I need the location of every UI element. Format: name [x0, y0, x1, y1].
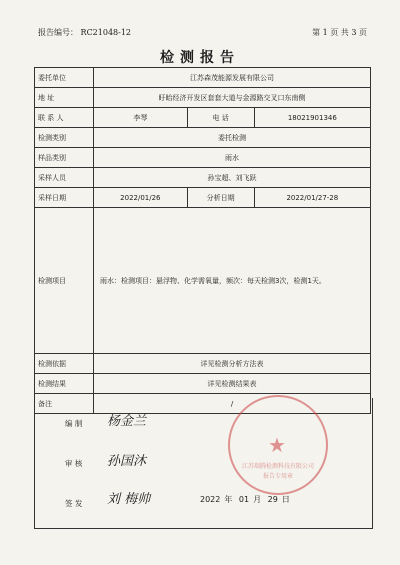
reviewer-label: 审 核 [65, 459, 83, 468]
reviewer-signature: 孙国沐 [107, 454, 147, 469]
client-label: 委托单位 [35, 68, 94, 88]
report-table [34, 67, 371, 414]
result-value: 详见检测结果表 [94, 374, 371, 394]
sampler-label: 采样人员 [35, 168, 94, 188]
year-char: 年 [224, 495, 233, 504]
issuer-signature: 刘 梅帅 [107, 492, 151, 507]
remark-value: / [94, 394, 371, 414]
analysis-date-label: 分析日期 [187, 188, 254, 208]
editor-label: 编 制 [65, 419, 83, 428]
sample-date-label: 采样日期 [35, 188, 94, 208]
category-value: 委托检测 [94, 128, 371, 148]
date-year: 2022 [200, 495, 221, 504]
seal-text: 江苏瑞腾检测科技有限公司 [241, 463, 314, 470]
month-char: 月 [253, 495, 262, 504]
sample-date-value: 2022/01/26 [94, 188, 188, 208]
result-label: 检测结果 [35, 374, 94, 394]
analysis-date-value: 2022/01/27-28 [254, 188, 370, 208]
address-value: 盱眙经济开发区套套大道与金源路交叉口东南侧 [94, 88, 371, 108]
sampler-value: 孙宝超、刘飞跃 [94, 168, 371, 188]
contact-label: 联 系 人 [35, 108, 94, 128]
editor-signature: 杨金兰 [107, 414, 147, 429]
sign-date [200, 494, 294, 505]
items-value: 雨水：检测项目：悬浮物、化学需氧量，频次：每天检测3次，检测1天。 [94, 208, 371, 354]
phone-value: 18021901346 [254, 108, 370, 128]
basis-value: 详见检测分析方法表 [94, 354, 371, 374]
category-label: 检测类别 [35, 128, 94, 148]
seal-subtext: 报告专用章 [262, 473, 293, 480]
report-number: 报告编号： RC21048-12 [38, 28, 132, 37]
star-icon: ★ [268, 433, 286, 457]
date-day: 29 [267, 495, 278, 504]
company-seal [228, 395, 328, 495]
sample-type-value: 雨水 [94, 148, 371, 168]
basis-label: 检测依据 [35, 354, 94, 374]
report-title: 检测报告 [160, 50, 240, 66]
client-value: 江苏森茂能源发展有限公司 [94, 68, 371, 88]
phone-label: 电 话 [187, 108, 254, 128]
address-label: 地 址 [35, 88, 94, 108]
date-month: 01 [238, 495, 250, 504]
remark-label: 备注 [35, 394, 94, 414]
page-info: 第 1 页 共 3 页 [312, 28, 367, 37]
contact-value: 李琴 [94, 108, 188, 128]
day-char: 日 [281, 495, 290, 504]
issuer-label: 签 发 [65, 499, 83, 508]
items-label: 检测项目 [35, 208, 94, 354]
sample-type-label: 样品类别 [35, 148, 94, 168]
